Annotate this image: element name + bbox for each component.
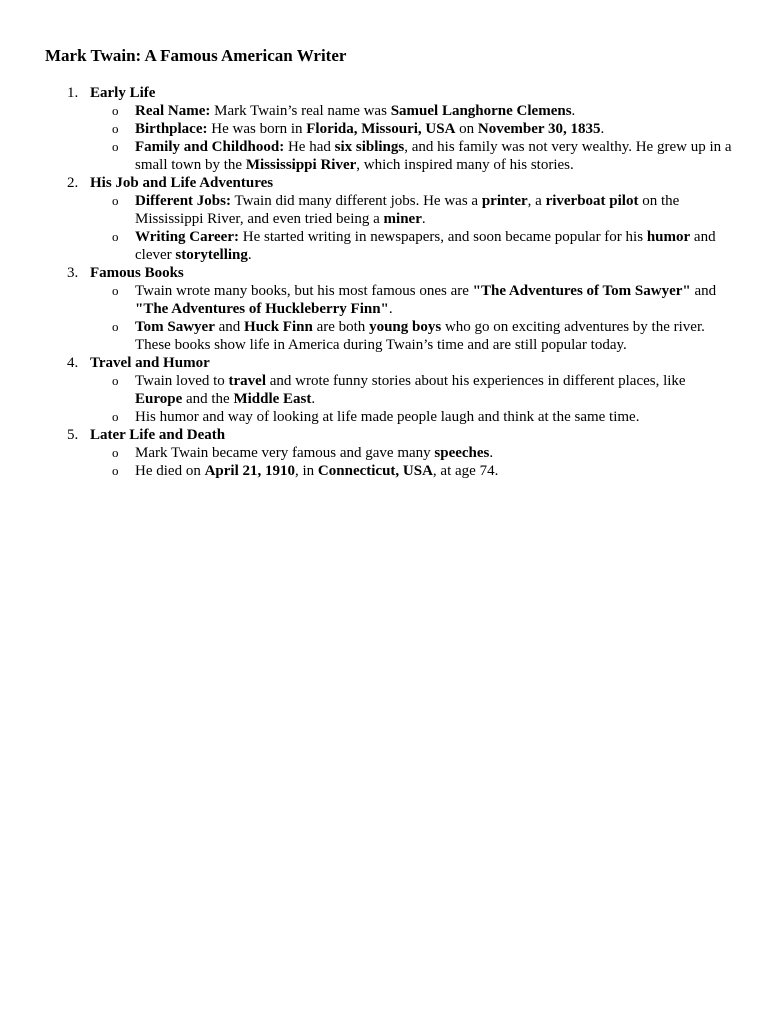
bold-text: humor [646, 229, 691, 245]
bullet-marker-icon: o [112, 229, 119, 244]
section-number: 2. [67, 175, 79, 191]
bold-text: Tom Sawyer [135, 319, 215, 335]
bold-text: Birthplace: [135, 121, 208, 137]
body-text: He was born in [207, 121, 307, 137]
bold-text: "The Adventures of Tom Sawyer" [472, 283, 691, 299]
bullet-marker-icon: o [112, 409, 119, 424]
bullet-marker-icon: o [112, 373, 119, 388]
body-text: and the [182, 391, 234, 407]
bold-text: Writing Career: [135, 229, 239, 245]
bullet-marker-icon: o [112, 103, 119, 118]
list-item [90, 444, 735, 462]
list-item-section [45, 264, 735, 354]
body-text: , a [527, 193, 546, 209]
bullet-list [90, 282, 735, 354]
section-number: 1. [67, 85, 79, 101]
bold-text: Florida, Missouri, USA [306, 121, 456, 137]
body-text: . [421, 211, 426, 227]
body-text: , which inspired many of his stories. [356, 157, 574, 173]
bold-text: April 21, 1910 [204, 463, 295, 479]
bullet-marker-icon: o [112, 463, 119, 478]
body-text: Twain loved to [135, 373, 229, 389]
body-text: . [571, 103, 576, 119]
body-text: . [388, 301, 393, 317]
bold-text: miner [383, 211, 422, 227]
bullet-list [90, 192, 735, 264]
bullet-marker-icon: o [112, 139, 119, 154]
bold-text: riverboat pilot [545, 193, 639, 209]
list-item-section [45, 426, 735, 480]
bold-text: Connecticut, USA [317, 463, 433, 479]
body-text: Mark Twain’s real name was [210, 103, 391, 119]
bold-text: storytelling [175, 247, 248, 263]
section-heading: Later Life and Death [90, 427, 226, 443]
list-item [90, 192, 735, 228]
section-list [45, 84, 735, 480]
body-text: His humor and way of looking at life made people laugh and think at the same time. [135, 409, 640, 425]
body-text: , and his family was not very wealthy. He grew up in a small town by the [135, 139, 732, 173]
bullet-list [90, 444, 735, 480]
bold-text: travel [228, 373, 266, 389]
section-number: 4. [67, 355, 79, 371]
document-title: Mark Twain: A Famous American Writer [45, 46, 347, 65]
section-heading: Travel and Humor [90, 355, 210, 371]
list-item-section [45, 84, 735, 174]
body-text: He had [284, 139, 335, 155]
body-text: and [690, 283, 717, 299]
bullet-marker-icon: o [112, 445, 119, 460]
body-text: and [214, 319, 245, 335]
bullet-marker-icon: o [112, 283, 119, 298]
body-text: . [311, 391, 316, 407]
bold-text: Mississippi River [245, 157, 357, 173]
list-item [90, 372, 735, 408]
body-text: on the Mississippi River, and even tried being a [135, 193, 680, 227]
bold-text: "The Adventures of Huckleberry Finn" [135, 301, 389, 317]
document-page [45, 45, 735, 480]
body-text: who go on exciting adventures by the river. These books show life in America during Twain’s time and are still popular today. [135, 319, 705, 353]
section-heading: Early Life [90, 85, 156, 101]
body-text: . [247, 247, 252, 263]
section-heading: His Job and Life Adventures [90, 175, 274, 191]
list-item [90, 408, 735, 426]
bullet-list [90, 102, 735, 174]
bold-text: Different Jobs: [135, 193, 231, 209]
bold-text: Family and Childhood: [135, 139, 285, 155]
bullet-marker-icon: o [112, 193, 119, 208]
list-item [90, 102, 735, 120]
bold-text: young boys [369, 319, 442, 335]
list-item [90, 228, 735, 264]
list-item [90, 138, 735, 174]
list-item-section [45, 354, 735, 426]
body-text: Twain did many different jobs. He was a [230, 193, 482, 209]
body-text: on [455, 121, 478, 137]
list-item [90, 318, 735, 354]
body-text: . [600, 121, 605, 137]
body-text: , at age 74. [432, 463, 499, 479]
bold-text: Huck Finn [244, 319, 313, 335]
body-text: Twain wrote many books, but his most famous ones are [135, 283, 473, 299]
bold-text: Samuel Langhorne Clemens [390, 103, 572, 119]
section-number: 3. [67, 265, 79, 281]
bold-text: Middle East [233, 391, 312, 407]
section-number: 5. [67, 427, 79, 443]
bullet-marker-icon: o [112, 121, 119, 136]
bold-text: six siblings [334, 139, 405, 155]
bullet-list [90, 372, 735, 426]
body-text: and wrote funny stories about his experiences in different places, like [266, 373, 686, 389]
body-text: . [489, 445, 494, 461]
bold-text: Europe [135, 391, 183, 407]
bold-text: printer [481, 193, 528, 209]
body-text: and clever [135, 229, 716, 263]
list-item-section [45, 174, 735, 264]
body-text: , in [295, 463, 318, 479]
bold-text: Real Name: [135, 103, 211, 119]
body-text: Mark Twain became very famous and gave many [135, 445, 435, 461]
list-item [90, 282, 735, 318]
body-text: He died on [135, 463, 205, 479]
bold-text: speeches [434, 445, 490, 461]
body-text: are both [312, 319, 370, 335]
body-text: He started writing in newspapers, and soon became popular for his [239, 229, 647, 245]
bold-text: November 30, 1835 [477, 121, 601, 137]
bullet-marker-icon: o [112, 319, 119, 334]
section-heading: Famous Books [90, 265, 184, 281]
list-item [90, 462, 735, 480]
list-item [90, 120, 735, 138]
